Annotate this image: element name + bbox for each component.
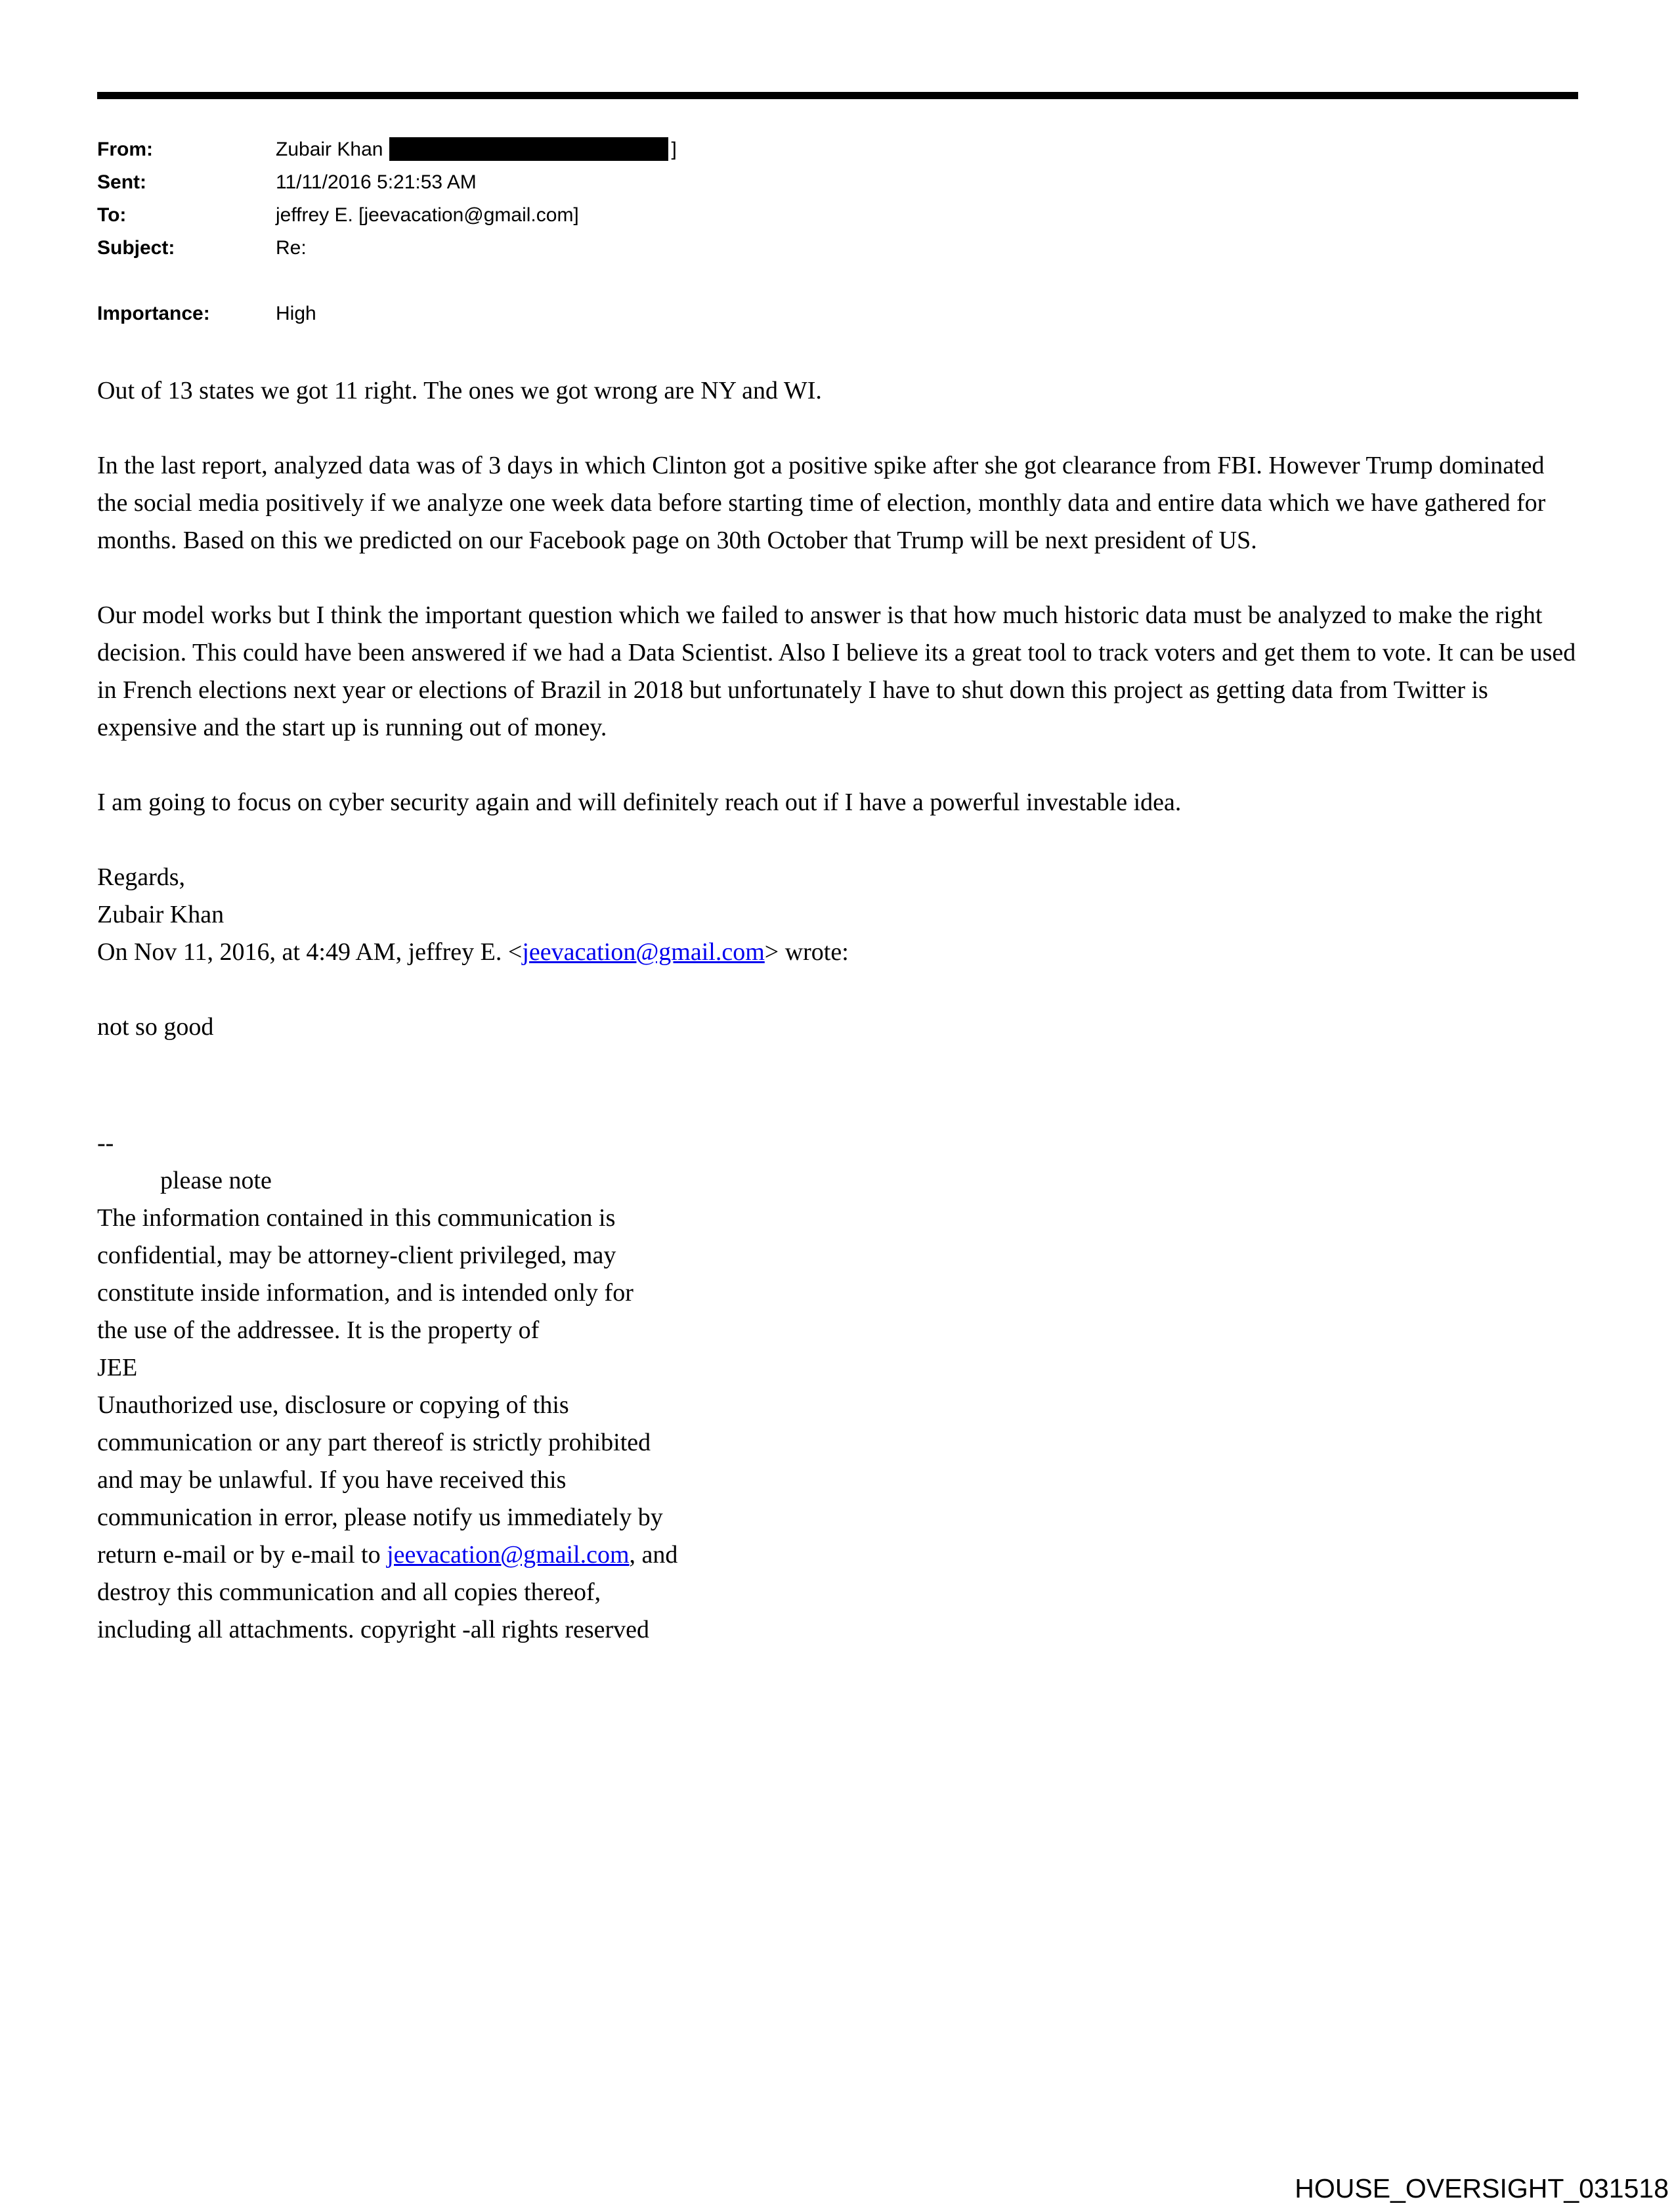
document-id-stamp: HOUSE_OVERSIGHT_031518 — [1295, 2173, 1669, 2203]
from-value — [276, 133, 677, 166]
quote-pre-text: On Nov 11, 2016, at 4:49 AM, jeffrey E. < — [97, 938, 523, 966]
disclaimer-line: constitute inside information, and is intended only for — [97, 1279, 633, 1307]
disclaimer-line: The information contained in this communication is — [97, 1204, 616, 1232]
to-value: jeffrey E. [jeevacation@gmail.com] — [276, 204, 579, 226]
signature-disclaimer — [97, 1125, 1578, 1649]
signoff-block — [97, 859, 1578, 934]
disclaimer-email-pre: return e-mail or by e-mail to — [97, 1541, 387, 1569]
quote-post-text: > wrote: — [764, 938, 849, 966]
paragraph-results: Out of 13 states we got 11 right. The ones we got wrong are NY and WI. — [97, 377, 822, 404]
disclaimer-line: communication or any part thereof is strictly prohibited — [97, 1429, 651, 1456]
disclaimer-line: including all attachments. copyright -all rights reserved — [97, 1616, 650, 1643]
paragraph-analysis: In the last report, analyzed data was of 3 days in which Clinton got a positive spike after she got clearance from FBI. However Trump dominated the social media positively if we analyze one week data before starting time of election, monthly data and entire data which we have gathered for months. Based on this we predicted on our Facebook page on 30th October that Trump will be next president of US. — [97, 452, 1546, 554]
header-row-from — [97, 133, 1578, 166]
disclaimer-email-post: , and — [629, 1541, 678, 1569]
sent-value: 11/11/2016 5:21:53 AM — [276, 171, 477, 193]
disclaimer-line: JEE — [97, 1354, 138, 1381]
paragraph-model: Our model works but I think the important question which we failed to answer is that how much historic data must be analyzed to make the right decision. This could have been answered if we had a Data Scientist. Also I believe its a great tool to track voters and get them to vote. It can be used in French elections next year or elections of Brazil in 2018 but unfortunately I have to shut down this project as getting data from Twitter is expensive and the start up is running out of money. — [97, 601, 1576, 741]
header-row-sent — [97, 166, 1578, 199]
disclaimer-line: the use of the addressee. It is the property of — [97, 1316, 540, 1344]
header-row-importance — [97, 297, 1578, 330]
subject-label: Subject: — [97, 237, 175, 259]
importance-value: High — [276, 303, 316, 324]
disclaimer-line: and may be unlawful. If you have received this — [97, 1466, 567, 1494]
disclaimer-email-line — [97, 1536, 1578, 1574]
disclaimer-line: communication in error, please notify us immediately by — [97, 1504, 663, 1531]
from-name: Zubair Khan — [276, 139, 383, 160]
signoff-name: Zubair Khan — [97, 901, 225, 928]
top-divider-rule — [97, 92, 1578, 99]
disclaimer-line: Unauthorized use, disclosure or copying of this — [97, 1391, 569, 1419]
disclaimer-email-link[interactable]: jeevacation@gmail.com — [387, 1541, 630, 1569]
from-value-suffix: ] — [671, 139, 677, 160]
subject-value: Re: — [276, 237, 307, 259]
disclaimer-line: destroy this communication and all copies thereof, — [97, 1578, 601, 1606]
importance-label: Importance: — [97, 303, 210, 324]
quoted-message-header — [97, 934, 1578, 971]
signoff-regards: Regards, — [97, 863, 186, 891]
disclaimer-note: please note — [160, 1167, 272, 1194]
sent-label: Sent: — [97, 171, 146, 193]
disclaimer-line: confidential, may be attorney-client privileged, may — [97, 1242, 616, 1269]
quoted-reply-text: not so good — [97, 1013, 214, 1041]
signature-dashes: -- — [97, 1129, 114, 1157]
email-headers — [97, 133, 1578, 330]
from-label: From: — [97, 139, 153, 160]
header-row-subject — [97, 232, 1578, 265]
quoted-email-link[interactable]: jeevacation@gmail.com — [522, 938, 765, 966]
header-row-to — [97, 199, 1578, 232]
paragraph-future: I am going to focus on cyber security again and will definitely reach out if I have a powerful investable idea. — [97, 789, 1182, 816]
email-body — [97, 372, 1578, 1649]
to-label: To: — [97, 204, 127, 226]
redaction-bar — [389, 137, 668, 161]
